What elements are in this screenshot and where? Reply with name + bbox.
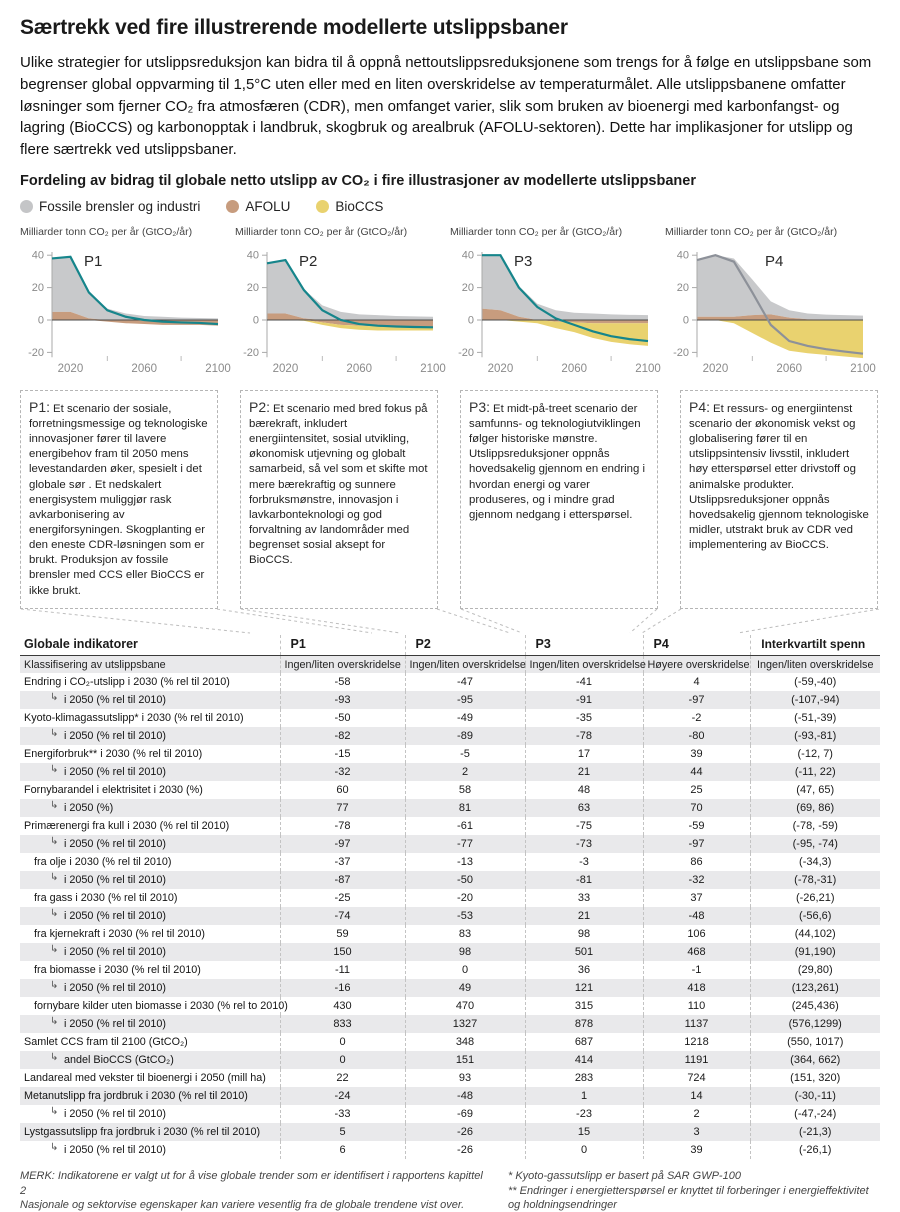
indicators-table (20, 635, 880, 1160)
row-value: 430 (280, 997, 405, 1015)
row-value: 0 (405, 961, 525, 979)
chart-p4 (665, 226, 880, 386)
row-value: 14 (643, 1087, 750, 1105)
row-value: 501 (525, 943, 643, 961)
emissions-pathway-chart (20, 240, 230, 386)
row-label: ↳ i 2050 (% rel til 2010) (50, 944, 167, 959)
row-value: 468 (643, 943, 750, 961)
row-label: ↳ i 2050 (% rel til 2010) (50, 728, 167, 743)
row-label: Samlet CCS fram til 2100 (GtCO₂) (24, 1036, 188, 1049)
row-value: -74 (280, 907, 405, 925)
row-value: (364, 662) (750, 1051, 880, 1069)
table-row (20, 853, 880, 871)
row-value: -3 (525, 853, 643, 871)
table-row (20, 961, 880, 979)
row-value: (151, 320) (750, 1069, 880, 1087)
row-value: -89 (405, 727, 525, 745)
pathway-label: P3 (514, 252, 533, 270)
scenario-box-p3 (460, 390, 658, 609)
table-row (20, 745, 880, 763)
row-value: 25 (643, 781, 750, 799)
row-label: ↳ i 2050 (% rel til 2010) (50, 1016, 167, 1031)
svg-text:2060: 2060 (131, 362, 158, 375)
callout-connector-lines (20, 609, 880, 635)
row-label: Fornybarandel i elektrisitet i 2030 (%) (24, 784, 203, 797)
row-value: -53 (405, 907, 525, 925)
svg-text:-20: -20 (458, 346, 474, 359)
scenario-id: P1: (29, 398, 51, 415)
row-value: -47 (405, 673, 525, 691)
svg-text:20: 20 (676, 281, 689, 294)
row-value: -97 (280, 835, 405, 853)
row-value: -32 (643, 871, 750, 889)
row-value: (-34,3) (750, 853, 880, 871)
row-value: (550, 1017) (750, 1033, 880, 1051)
row-value: -25 (280, 889, 405, 907)
svg-text:2020: 2020 (272, 362, 299, 375)
table-row (20, 655, 880, 673)
row-value: 17 (525, 745, 643, 763)
svg-text:2060: 2060 (561, 362, 588, 375)
row-value: 1 (525, 1087, 643, 1105)
row-label: ↳ i 2050 (% rel til 2010) (50, 764, 167, 779)
row-label: ↳ i 2050 (% rel til 2010) (50, 872, 167, 887)
svg-text:2020: 2020 (57, 362, 84, 375)
row-value: -11 (280, 961, 405, 979)
table-row (20, 997, 880, 1015)
row-value: (-56,6) (750, 907, 880, 925)
row-value: (-26,21) (750, 889, 880, 907)
svg-text:40: 40 (676, 249, 689, 262)
note-line: * Kyoto-gassutslipp er basert på SAR GWP-100 (508, 1170, 741, 1183)
svg-text:-20: -20 (28, 346, 44, 359)
row-value: -97 (643, 835, 750, 853)
row-value: 39 (643, 1141, 750, 1159)
row-value: -97 (643, 691, 750, 709)
row-label: ↳ andel BioCCS (GtCO₂) (50, 1052, 174, 1067)
sub-row-arrow-icon: ↳ (50, 836, 59, 848)
row-value: 687 (525, 1033, 643, 1051)
svg-text:2100: 2100 (635, 362, 661, 375)
svg-text:-20: -20 (243, 346, 259, 359)
y-axis-unit-label: Milliarder tonn CO₂ per år (GtCO₂/år) (20, 225, 193, 238)
row-value: 98 (525, 925, 643, 943)
row-label: fra biomasse i 2030 (% rel til 2010) (34, 964, 201, 977)
chart-section-title: Fordeling av bidrag til globale netto utslipp av CO₂ i fire illustrasjoner av modellerte utslippsbaner (20, 172, 696, 189)
row-value: 414 (525, 1051, 643, 1069)
row-value: 724 (643, 1069, 750, 1087)
svg-text:2020: 2020 (702, 362, 729, 375)
sub-row-arrow-icon: ↳ (50, 728, 59, 740)
row-label: ↳ i 2050 (% rel til 2010) (50, 692, 167, 707)
row-value: -87 (280, 871, 405, 889)
svg-text:0: 0 (682, 314, 689, 327)
scenario-box-p4 (680, 390, 878, 609)
table-row (20, 907, 880, 925)
y-axis-unit-label: Milliarder tonn CO₂ per år (GtCO₂/år) (665, 225, 838, 238)
scenario-boxes-row (20, 390, 880, 609)
row-value: 86 (643, 853, 750, 871)
row-value: 833 (280, 1015, 405, 1033)
table-row (20, 1105, 880, 1123)
row-value: (29,80) (750, 961, 880, 979)
table-row (20, 1069, 880, 1087)
row-value: -81 (525, 871, 643, 889)
table-header-p3: P3 (525, 635, 643, 656)
row-value: 4 (643, 673, 750, 691)
legend-label: AFOLU (245, 198, 291, 214)
table-row (20, 835, 880, 853)
note-line: Nasjonale og sektorvise egenskaper kan variere vesentlig fra de globale trendene vist over. (20, 1198, 465, 1211)
scenario-id: P3: (469, 398, 491, 415)
row-label: Klassifisering av utslippsbane (24, 658, 166, 671)
sub-row-arrow-icon: ↳ (50, 908, 59, 920)
row-value: (576,1299) (750, 1015, 880, 1033)
row-value: 98 (405, 943, 525, 961)
row-value: 5 (280, 1123, 405, 1141)
svg-text:2100: 2100 (420, 362, 446, 375)
row-value: (245,436) (750, 997, 880, 1015)
row-value: -61 (405, 817, 525, 835)
emissions-pathway-chart (235, 240, 445, 386)
table-header-interkvartilt-spenn: Interkvartilt spenn (750, 635, 880, 656)
table-header (20, 635, 880, 656)
table-header-p2: P2 (405, 635, 525, 656)
row-value: -15 (280, 745, 405, 763)
footnotes (20, 1169, 880, 1212)
row-label: fornybare kilder uten biomasse i 2030 (% rel to 2010) (34, 1000, 288, 1013)
svg-text:40: 40 (461, 249, 474, 262)
row-value: -80 (643, 727, 750, 745)
row-value: 15 (525, 1123, 643, 1141)
row-value: 283 (525, 1069, 643, 1087)
table-row (20, 781, 880, 799)
row-value: -5 (405, 745, 525, 763)
row-value: 1137 (643, 1015, 750, 1033)
row-value: 60 (280, 781, 405, 799)
row-value: -48 (405, 1087, 525, 1105)
row-value: 0 (280, 1051, 405, 1069)
row-value: (-47,-24) (750, 1105, 880, 1123)
row-value: (69, 86) (750, 799, 880, 817)
table-row (20, 1015, 880, 1033)
row-value: 106 (643, 925, 750, 943)
row-value: (-78, -59) (750, 817, 880, 835)
row-label: ↳ i 2050 (%) (50, 800, 114, 815)
chart-p1 (20, 226, 235, 386)
svg-text:20: 20 (246, 281, 259, 294)
svg-text:-20: -20 (673, 346, 689, 359)
row-label: fra olje i 2030 (% rel til 2010) (34, 856, 172, 869)
row-value: 39 (643, 745, 750, 763)
row-value: 77 (280, 799, 405, 817)
row-value: (-21,3) (750, 1123, 880, 1141)
row-value: Ingen/liten overskridelse (280, 655, 405, 673)
note-right (490, 1169, 880, 1212)
scenario-text: Et scenario der sosiale, forretningsmessige og teknologiske innovasjoner fører til lavere energibehov fram til 2050 mens levestandarden øker, spesielt i det globale sør . Et nedskalert energisystem muliggjør rask avkarbonisering av energiforsyningen. Skogplanting er den eneste CDR-løsningen som er brukt. Produksjon av fossile brensler med CCS eller BioCCS er ikke brukt. (29, 402, 208, 597)
row-value: (47, 65) (750, 781, 880, 799)
table-row (20, 943, 880, 961)
row-value: -35 (525, 709, 643, 727)
row-value: -77 (405, 835, 525, 853)
row-value: 93 (405, 1069, 525, 1087)
row-value: -2 (643, 709, 750, 727)
chart-p2 (235, 226, 450, 386)
page-title: Særtrekk ved fire illustrerende modellerte utslippsbaner (20, 16, 568, 39)
table-row (20, 763, 880, 781)
row-value: 1327 (405, 1015, 525, 1033)
afolu-legend-dot-icon (226, 200, 239, 213)
svg-text:20: 20 (461, 281, 474, 294)
svg-text:2060: 2060 (346, 362, 373, 375)
chart-p3 (450, 226, 665, 386)
table-row (20, 799, 880, 817)
scenario-text: Et ressurs- og energiintenst scenario der økonomisk vekst og globalisering fører til en utslippsintensiv livsstil, inkludert høy etterspørsel etter drivstoff og animalske produkter. Utslippsreduksjoner oppnås hovedsakelig gjennom teknologiske midler, utstrakt bruk av CDR ved implementering av BioCCS. (689, 402, 869, 552)
row-value: -50 (405, 871, 525, 889)
row-value: -26 (405, 1141, 525, 1159)
legend-item-bioccs (316, 199, 383, 214)
pathway-label: P4 (765, 252, 784, 270)
row-value: -24 (280, 1087, 405, 1105)
note-left (20, 1169, 490, 1212)
row-value: -59 (643, 817, 750, 835)
row-label: ↳ i 2050 (% rel til 2010) (50, 908, 167, 923)
table-row (20, 925, 880, 943)
sub-row-arrow-icon: ↳ (50, 1106, 59, 1118)
row-value: 1218 (643, 1033, 750, 1051)
scenario-box-p1 (20, 390, 218, 609)
scenario-text: Et scenario med bred fokus på bærekraft, inkludert energiintensitet, sosial utvikling, økonomisk utjevning og globalt samarbeid, så vel som et skifte mot mere bærekraftig og sunnere forbruksmønstre, innovasjon i lavkarbonteknologi og god forvaltning av landområder med begrenset sosial aksept for BioCCS. (249, 402, 428, 567)
row-value: -1 (643, 961, 750, 979)
sub-row-arrow-icon: ↳ (50, 692, 59, 704)
sub-row-arrow-icon: ↳ (50, 1052, 59, 1064)
row-value: 2 (643, 1105, 750, 1123)
row-value: -75 (525, 817, 643, 835)
emissions-pathway-chart (450, 240, 660, 386)
row-value: 21 (525, 907, 643, 925)
svg-text:20: 20 (31, 281, 44, 294)
sub-row-arrow-icon: ↳ (50, 980, 59, 992)
row-value: (-59,-40) (750, 673, 880, 691)
row-value: -78 (525, 727, 643, 745)
table-row (20, 817, 880, 835)
row-value: (-95, -74) (750, 835, 880, 853)
pathway-label: P2 (299, 252, 318, 270)
row-value: -58 (280, 673, 405, 691)
row-value: -33 (280, 1105, 405, 1123)
row-value: 81 (405, 799, 525, 817)
row-value: 151 (405, 1051, 525, 1069)
row-value: 58 (405, 781, 525, 799)
row-value: (123,261) (750, 979, 880, 997)
legend-label: Fossile brensler og industri (39, 198, 201, 214)
sub-row-arrow-icon: ↳ (50, 872, 59, 884)
scenario-id: P2: (249, 398, 271, 415)
table-row (20, 673, 880, 691)
chart-legend (20, 199, 880, 214)
bioccs-legend-dot-icon (316, 200, 329, 213)
row-value: 150 (280, 943, 405, 961)
row-value: 59 (280, 925, 405, 943)
pathway-label: P1 (84, 252, 103, 270)
row-value: 83 (405, 925, 525, 943)
row-value: 37 (643, 889, 750, 907)
row-label: Primærenergi fra kull i 2030 (% rel til 2010) (24, 820, 230, 833)
row-value: 21 (525, 763, 643, 781)
row-value: -20 (405, 889, 525, 907)
table-header-p1: P1 (280, 635, 405, 656)
scenario-text: Et midt-på-treet scenario der samfunns- og teknologiutviklingen følger historiske mønstre. Utslippsreduksjoner oppnås hovedsakelig gjennom en endring i hvordan energi og varer produseres, og i mindre grad gjennom nedgang i etterspørsel. (469, 402, 646, 521)
row-value: (-107,-94) (750, 691, 880, 709)
row-value: -13 (405, 853, 525, 871)
row-value: (-11, 22) (750, 763, 880, 781)
row-value: 878 (525, 1015, 643, 1033)
note-line: ** Endringer i energietterspørsel er knyttet til forberinger i energieffektivitet og holdningsendringer (508, 1184, 869, 1211)
table-row (20, 979, 880, 997)
row-label: Kyoto-klimagassutslipp* i 2030 (% rel til 2010) (24, 712, 244, 725)
legend-label: BioCCS (335, 198, 384, 214)
row-value: 36 (525, 961, 643, 979)
row-value: -41 (525, 673, 643, 691)
row-value: (44,102) (750, 925, 880, 943)
row-value: 0 (280, 1033, 405, 1051)
row-value: -37 (280, 853, 405, 871)
note-line: MERK: Indikatorene er valgt ut for å vise globale trender som er identifisert i rapportens kapittel 2 (20, 1170, 483, 1197)
table-row (20, 1123, 880, 1141)
table-row (20, 727, 880, 745)
table-header-indicators: Globale indikatorer (20, 635, 280, 656)
row-value: 348 (405, 1033, 525, 1051)
row-value: Ingen/liten overskridelse (525, 655, 643, 673)
row-value: -91 (525, 691, 643, 709)
svg-text:2100: 2100 (205, 362, 231, 375)
row-value: Høyere overskridelse (643, 655, 750, 673)
row-value: 2 (405, 763, 525, 781)
row-value: 1191 (643, 1051, 750, 1069)
row-value: -78 (280, 817, 405, 835)
row-value: 49 (405, 979, 525, 997)
charts-row (20, 226, 880, 386)
row-value: Ingen/liten overskridelse (750, 655, 880, 673)
intro-paragraph: Ulike strategier for utslippsreduksjon kan bidra til å oppnå nettoutslippsreduksjonene som trengs for å følge en utslippsbane som begrenser global oppvarming til 1,5°C uten eller med en liten overskridelse av temperaturmålet. Alle utslippsbanene omfatter løsninger som fjerner CO₂ fra atmosfæren (CDR), men omfanget varier, slik som bruken av bioenergi med karbonfangst- og lagring (BioCCS) og karbonopptak i landbruk, skogbruk og arealbruk (AFOLU-sektoren). Dette har implikasjoner for utslipp og flere særtrekk ved utslippsbaner. (20, 54, 872, 158)
row-value: 315 (525, 997, 643, 1015)
row-value: (-93,-81) (750, 727, 880, 745)
table-header-p4: P4 (643, 635, 750, 656)
svg-text:40: 40 (246, 249, 259, 262)
table-row (20, 889, 880, 907)
table-row (20, 1051, 880, 1069)
row-label: Endring i CO₂-utslipp i 2030 (% rel til 2010) (24, 676, 230, 689)
row-value: 33 (525, 889, 643, 907)
row-value: 44 (643, 763, 750, 781)
table-row (20, 1141, 880, 1159)
row-label: Energiforbruk** i 2030 (% rel til 2010) (24, 748, 203, 761)
row-value: 110 (643, 997, 750, 1015)
row-value: -93 (280, 691, 405, 709)
svg-text:2060: 2060 (776, 362, 803, 375)
row-value: (-30,-11) (750, 1087, 880, 1105)
row-value: -69 (405, 1105, 525, 1123)
sub-row-arrow-icon: ↳ (50, 764, 59, 776)
row-value: 6 (280, 1141, 405, 1159)
row-value: -16 (280, 979, 405, 997)
row-value: -95 (405, 691, 525, 709)
row-value: -82 (280, 727, 405, 745)
row-value: (-26,1) (750, 1141, 880, 1159)
row-value: 70 (643, 799, 750, 817)
legend-item-afolu (226, 199, 290, 214)
row-label: ↳ i 2050 (% rel til 2010) (50, 836, 167, 851)
row-value: 470 (405, 997, 525, 1015)
scenario-id: P4: (689, 398, 711, 415)
row-label: ↳ i 2050 (% rel til 2010) (50, 1142, 167, 1157)
table-row (20, 691, 880, 709)
table-row (20, 709, 880, 727)
row-value: -26 (405, 1123, 525, 1141)
row-value: (91,190) (750, 943, 880, 961)
row-value: (-51,-39) (750, 709, 880, 727)
svg-text:0: 0 (37, 314, 44, 327)
y-axis-unit-label: Milliarder tonn CO₂ per år (GtCO₂/år) (235, 225, 408, 238)
row-value: (-12, 7) (750, 745, 880, 763)
svg-text:2100: 2100 (850, 362, 876, 375)
row-value: -49 (405, 709, 525, 727)
row-value: 121 (525, 979, 643, 997)
row-value: 0 (525, 1141, 643, 1159)
row-label: fra kjernekraft i 2030 (% rel til 2010) (34, 928, 206, 941)
row-value: 48 (525, 781, 643, 799)
table-row (20, 1087, 880, 1105)
fossil-legend-dot-icon (20, 200, 33, 213)
row-value: (-78,-31) (750, 871, 880, 889)
row-label: fra gass i 2030 (% rel til 2010) (34, 892, 178, 905)
row-value: -50 (280, 709, 405, 727)
row-value: 418 (643, 979, 750, 997)
svg-text:40: 40 (31, 249, 44, 262)
emissions-pathway-chart (665, 240, 875, 386)
row-label: ↳ i 2050 (% rel til 2010) (50, 1106, 167, 1121)
sub-row-arrow-icon: ↳ (50, 1142, 59, 1154)
row-value: 63 (525, 799, 643, 817)
row-value: Ingen/liten overskridelse (405, 655, 525, 673)
sub-row-arrow-icon: ↳ (50, 800, 59, 812)
sub-row-arrow-icon: ↳ (50, 944, 59, 956)
y-axis-unit-label: Milliarder tonn CO₂ per år (GtCO₂/år) (450, 225, 623, 238)
row-value: -32 (280, 763, 405, 781)
row-label: Metanutslipp fra jordbruk i 2030 (% rel til 2010) (24, 1090, 248, 1103)
svg-text:2020: 2020 (487, 362, 514, 375)
legend-item-fossil (20, 199, 200, 214)
table-row (20, 1033, 880, 1051)
row-value: -73 (525, 835, 643, 853)
scenario-box-p2 (240, 390, 438, 609)
row-label: ↳ i 2050 (% rel til 2010) (50, 980, 167, 995)
row-label: Landareal med vekster til bioenergi i 2050 (mill ha) (24, 1072, 266, 1085)
svg-text:0: 0 (467, 314, 474, 327)
row-value: -48 (643, 907, 750, 925)
row-value: 3 (643, 1123, 750, 1141)
table-row (20, 871, 880, 889)
sub-row-arrow-icon: ↳ (50, 1016, 59, 1028)
row-value: 22 (280, 1069, 405, 1087)
row-value: -23 (525, 1105, 643, 1123)
svg-text:0: 0 (252, 314, 259, 327)
row-label: Lystgassutslipp fra jordbruk i 2030 (% rel til 2010) (24, 1126, 261, 1139)
